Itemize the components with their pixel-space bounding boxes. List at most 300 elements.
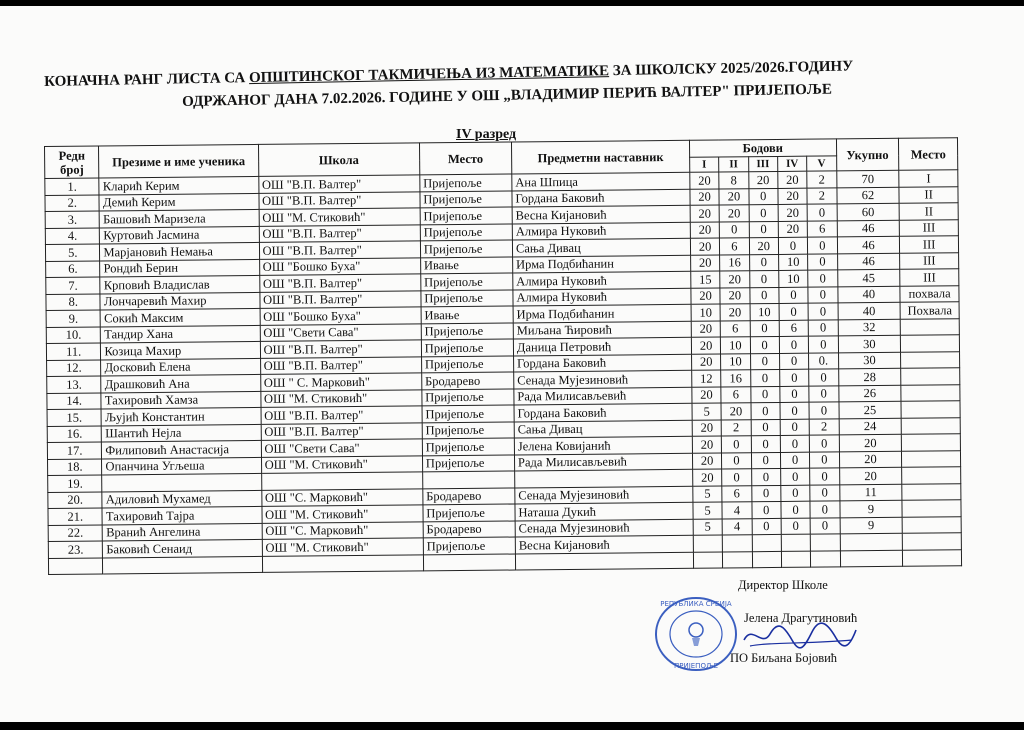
rank-cell: 2. xyxy=(45,194,100,211)
po-name: ПО Биљана Бојовић xyxy=(730,651,838,665)
school-cell: ОШ "Свети Сава" xyxy=(261,439,422,457)
points-cell-1: 20 xyxy=(693,469,722,486)
teacher-cell: Сенада Мујезиновић xyxy=(515,486,693,504)
school-cell: ОШ "Бошко Буха" xyxy=(259,257,420,275)
total-cell: 70 xyxy=(836,170,899,187)
points-cell-2: 4 xyxy=(722,502,751,519)
director-label: Директор Школе xyxy=(738,578,828,592)
points-cell-3: 20 xyxy=(748,171,777,188)
name-cell: Досковић Елена xyxy=(101,358,260,376)
points-cell-5: 0 xyxy=(810,501,840,518)
school-cell: ОШ "В.П. Валтер" xyxy=(258,175,419,193)
total-cell: 9 xyxy=(840,517,903,534)
school-cell: ОШ "В.П. Валтер" xyxy=(259,290,420,308)
name-cell: Башовић Маризела xyxy=(100,209,259,227)
points-cell-3: 0 xyxy=(751,485,780,502)
position-cell xyxy=(902,467,961,484)
points-cell-5: 0 xyxy=(808,319,838,336)
points-cell-2: 10 xyxy=(721,353,750,370)
teacher-cell: Гордана Баковић xyxy=(513,354,691,372)
points-cell-5: 0 xyxy=(808,286,838,303)
rank-cell: 21. xyxy=(48,508,103,525)
points-cell-4: 20 xyxy=(778,204,807,221)
points-cell-4: 0 xyxy=(781,501,810,518)
place-cell: Пријепоље xyxy=(421,356,513,373)
points-cell-1: 20 xyxy=(692,436,721,453)
points-cell-3: 0 xyxy=(750,320,779,337)
total-cell: 9 xyxy=(839,500,902,517)
ranking-table-wrap xyxy=(44,137,962,575)
total-cell: 25 xyxy=(839,401,902,418)
points-cell-4: 0 xyxy=(779,336,808,353)
name-cell: Вранић Ангелина xyxy=(103,523,262,541)
points-cell-2: 0 xyxy=(722,469,751,486)
name-cell: Тахировић Тајра xyxy=(102,506,261,524)
position-cell xyxy=(902,516,961,533)
total-cell: 62 xyxy=(836,187,899,204)
points-cell-3: 0 xyxy=(748,188,777,205)
points-cell-1: 15 xyxy=(691,271,720,288)
teacher-cell: Сања Дивац xyxy=(512,238,690,256)
name-cell: Тахировић Хамза xyxy=(101,391,260,409)
school-cell: ОШ "М. Стиковић" xyxy=(259,208,420,226)
points-cell-2: 16 xyxy=(720,254,749,271)
points-cell-2: 0 xyxy=(719,221,748,238)
position-cell: II xyxy=(899,186,958,203)
place-cell: Пријепоље xyxy=(420,207,512,224)
teacher-cell: Ана Шпица xyxy=(512,172,690,190)
total-cell: 26 xyxy=(838,385,901,402)
points-cell-2: 0 xyxy=(722,452,751,469)
school-cell: ОШ "В.П. Валтер" xyxy=(259,191,420,209)
teacher-cell: Даница Петровић xyxy=(513,337,691,355)
points-cell-4: 0 xyxy=(780,386,809,403)
empty-cell xyxy=(811,550,841,567)
points-cell-2: 20 xyxy=(719,188,748,205)
total-cell: 46 xyxy=(837,236,900,253)
position-cell xyxy=(901,351,960,368)
title-suffix: ЗА ШКОЛСКУ 2025/2026.ГОДИНУ xyxy=(608,58,854,80)
rank-cell: 10. xyxy=(46,326,101,343)
points-cell-2: 16 xyxy=(721,370,750,387)
title-line-2: ОДРЖАНОГ ДАНА 7.02.2026. ГОДИНЕ У ОШ „ВЛАДИМИР ПЕРИЋ ВАЛТЕР" ПРИЈЕПОЉЕ xyxy=(182,81,833,110)
position-cell: Похвала xyxy=(900,302,959,319)
name-cell: Лончаревић Махир xyxy=(100,292,259,310)
position-cell xyxy=(902,450,961,467)
rank-cell: 3. xyxy=(45,211,100,228)
school-cell: ОШ "С. Марковић" xyxy=(261,488,422,506)
school-cell: ОШ "В.П. Валтер" xyxy=(259,224,420,242)
empty-cell xyxy=(262,554,423,572)
place-cell: Бродарево xyxy=(423,487,515,504)
rank-cell: 11. xyxy=(46,343,101,360)
points-cell-2: 20 xyxy=(719,205,748,222)
points-cell-5: 0 xyxy=(809,402,839,419)
place-cell xyxy=(422,471,514,488)
school-cell: ОШ "В.П. Валтер" xyxy=(260,356,421,374)
position-cell xyxy=(901,384,960,401)
points-cell-4: 0 xyxy=(780,452,809,469)
points-cell-4: 20 xyxy=(778,188,807,205)
teacher-cell: Весна Кијановић xyxy=(515,535,693,553)
points-cell-3: 0 xyxy=(749,221,778,238)
school-cell: ОШ "М. Стиковић" xyxy=(261,455,422,473)
position-cell: II xyxy=(899,203,958,220)
points-cell-2: 8 xyxy=(719,172,748,189)
teacher-cell: Наташа Дукић xyxy=(515,502,693,520)
name-cell: Опанчина Угљеша xyxy=(102,457,261,475)
points-cell-4: 0 xyxy=(781,518,810,535)
points-cell-5: 0 xyxy=(808,270,838,287)
teacher-cell: Весна Кијановић xyxy=(512,205,690,223)
points-cell-5: 0 xyxy=(807,204,837,221)
position-cell: III xyxy=(900,269,959,286)
position-cell xyxy=(902,483,961,500)
points-cell-5: 0 xyxy=(810,451,840,468)
points-cell-5: 0 xyxy=(808,253,838,270)
total-cell: 60 xyxy=(837,203,900,220)
place-cell: Пријепоље xyxy=(422,405,514,422)
name-cell: Сокић Максим xyxy=(101,308,260,326)
points-cell-5: 0. xyxy=(809,352,839,369)
points-cell-4: 0 xyxy=(778,237,807,254)
place-cell: Пријепоље xyxy=(420,174,512,191)
empty-cell xyxy=(515,552,693,570)
total-cell: 30 xyxy=(838,352,901,369)
stamp-text-top: РЕПУБЛИКА СРБИЈА xyxy=(660,600,732,608)
rank-cell: 6. xyxy=(46,260,101,277)
header-rank: Редн број xyxy=(45,146,100,179)
points-cell-1: 20 xyxy=(692,420,721,437)
points-cell-3 xyxy=(752,534,781,551)
school-cell: ОШ "В.П. Валтер" xyxy=(261,422,422,440)
teacher-cell: Гордана Баковић xyxy=(514,403,692,421)
points-cell-1: 10 xyxy=(691,304,720,321)
points-cell-2: 20 xyxy=(721,403,750,420)
total-cell: 20 xyxy=(839,467,902,484)
points-cell-3: 0 xyxy=(751,468,780,485)
place-cell: Пријепоље xyxy=(423,537,515,554)
handwritten-signature xyxy=(740,618,860,654)
total-cell: 20 xyxy=(839,451,902,468)
rank-cell: 7. xyxy=(46,277,101,294)
total-cell: 28 xyxy=(838,368,901,385)
position-cell xyxy=(901,335,960,352)
name-cell: Драшковић Ана xyxy=(101,374,260,392)
position-cell: III xyxy=(900,219,959,236)
total-cell: 30 xyxy=(838,335,901,352)
rank-cell: 20. xyxy=(48,491,103,508)
ranking-table-body xyxy=(45,170,962,575)
place-cell: Бродарево xyxy=(422,372,514,389)
rank-cell: 22. xyxy=(48,524,103,541)
points-cell-4: 6 xyxy=(779,320,808,337)
points-cell-2: 10 xyxy=(721,337,750,354)
points-cell-1: 20 xyxy=(691,288,720,305)
total-cell: 46 xyxy=(837,220,900,237)
points-cell-2: 20 xyxy=(720,287,749,304)
name-cell: Кларић Керим xyxy=(99,176,258,194)
position-cell: I xyxy=(899,170,958,187)
school-cell: ОШ "М. Стиковић" xyxy=(260,389,421,407)
position-cell xyxy=(903,533,962,550)
place-cell: Пријепоље xyxy=(422,389,514,406)
rank-cell: 12. xyxy=(47,359,102,376)
name-cell: Филиповић Анастасија xyxy=(102,440,261,458)
points-cell-1: 20 xyxy=(690,205,719,222)
place-cell: Пријепоље xyxy=(420,240,512,257)
points-cell-5: 2 xyxy=(807,187,837,204)
points-cell-2: 4 xyxy=(722,518,751,535)
points-cell-1 xyxy=(693,535,722,552)
points-cell-3: 0 xyxy=(751,435,780,452)
place-cell: Ивање xyxy=(421,306,513,323)
header-p3: III xyxy=(748,156,777,171)
name-cell: Рондић Берин xyxy=(100,259,259,277)
points-cell-1: 20 xyxy=(691,321,720,338)
total-cell: 40 xyxy=(837,286,900,303)
points-cell-5 xyxy=(810,534,840,551)
teacher-cell: Рада Милисављевић xyxy=(514,453,692,471)
header-name: Презиме и име ученика xyxy=(99,144,258,178)
position-cell xyxy=(901,401,960,418)
place-cell: Пријепоље xyxy=(420,224,512,241)
points-cell-4: 0 xyxy=(780,402,809,419)
header-p2: II xyxy=(719,157,748,172)
name-cell: Демић Керим xyxy=(99,193,258,211)
place-cell: Пријепоље xyxy=(422,438,514,455)
place-cell: Ивање xyxy=(420,257,512,274)
total-cell: 24 xyxy=(839,418,902,435)
place-cell: Пријепоље xyxy=(421,323,513,340)
teacher-cell: Сенада Мујезиновић xyxy=(515,519,693,537)
empty-cell xyxy=(103,556,262,574)
total-cell: 20 xyxy=(839,434,902,451)
points-cell-4: 0 xyxy=(780,468,809,485)
points-cell-1: 12 xyxy=(692,370,721,387)
position-cell: III xyxy=(900,236,959,253)
empty-cell xyxy=(840,550,903,567)
title-prefix: КОНАЧНА РАНГ ЛИСТА СА xyxy=(44,70,250,90)
place-cell: Пријепоље xyxy=(422,422,514,439)
empty-cell xyxy=(781,551,810,568)
points-cell-5: 0 xyxy=(809,435,839,452)
rank-cell: 14. xyxy=(47,392,102,409)
points-cell-1: 5 xyxy=(693,486,722,503)
position-cell: похвала xyxy=(900,285,959,302)
rank-cell: 5. xyxy=(45,244,100,261)
points-cell-4: 0 xyxy=(780,435,809,452)
points-cell-1: 20 xyxy=(692,453,721,470)
header-p5: V xyxy=(807,156,836,171)
points-cell-2: 20 xyxy=(720,304,749,321)
school-cell: ОШ "Свети Сава" xyxy=(260,323,421,341)
school-cell: ОШ "В.П. Валтер" xyxy=(259,274,420,292)
header-p4: IV xyxy=(777,156,806,171)
teacher-cell: Јелена Ковијанић xyxy=(514,436,692,454)
points-cell-1: 5 xyxy=(693,519,722,536)
header-p1: I xyxy=(690,157,719,172)
place-cell: Пријепоље xyxy=(420,191,512,208)
name-cell: Марјановић Немања xyxy=(100,242,259,260)
empty-cell xyxy=(423,553,515,570)
rank-cell: 9. xyxy=(46,310,101,327)
teacher-cell: Ирма Подбићанин xyxy=(513,255,691,273)
points-cell-2: 6 xyxy=(721,386,750,403)
header-school: Школа xyxy=(258,143,420,177)
name-cell: Баковић Сенаид xyxy=(103,539,262,557)
points-cell-1: 5 xyxy=(693,502,722,519)
place-cell: Пријепоље xyxy=(421,290,513,307)
points-cell-3: 0 xyxy=(750,336,779,353)
points-cell-1: 5 xyxy=(692,403,721,420)
teacher-cell: Ирма Подбићанин xyxy=(513,304,691,322)
teacher-cell: Рада Милисављевић xyxy=(514,387,692,405)
points-cell-1: 20 xyxy=(690,238,719,255)
points-cell-3: 0 xyxy=(752,518,781,535)
points-cell-4: 0 xyxy=(779,303,808,320)
position-cell xyxy=(902,434,961,451)
points-cell-5: 0 xyxy=(809,369,839,386)
points-cell-3: 20 xyxy=(749,237,778,254)
header-teacher: Предметни наставник xyxy=(511,140,689,174)
rank-cell: 15. xyxy=(47,409,102,426)
points-cell-1: 20 xyxy=(692,387,721,404)
director-name: Јелена Драгутиновић xyxy=(744,611,858,625)
points-cell-4: 0 xyxy=(780,419,809,436)
position-cell xyxy=(901,318,960,335)
points-cell-5: 0 xyxy=(808,237,838,254)
total-cell: 45 xyxy=(837,269,900,286)
position-cell xyxy=(901,417,960,434)
name-cell: Љујић Константин xyxy=(101,407,260,425)
empty-cell xyxy=(903,549,962,566)
title-underlined: ОПШТИНСКОГ ТАКМИЧЕЊА ИЗ МАТЕМАТИКЕ xyxy=(248,63,610,87)
teacher-cell: Гордана Баковић xyxy=(512,189,690,207)
points-cell-2: 0 xyxy=(722,436,751,453)
stamp-text-bottom: ПРИЈЕПОЉЕ xyxy=(673,662,719,670)
place-cell: Пријепоље xyxy=(423,504,515,521)
position-cell: III xyxy=(900,252,959,269)
points-cell-3: 0 xyxy=(750,369,779,386)
total-cell: 40 xyxy=(838,302,901,319)
position-cell xyxy=(902,500,961,517)
points-cell-3: 10 xyxy=(750,303,779,320)
place-cell: Пријепоље xyxy=(422,454,514,471)
points-cell-4: 0 xyxy=(781,485,810,502)
points-cell-2 xyxy=(722,535,751,552)
points-cell-5: 0 xyxy=(808,303,838,320)
school-cell: ОШ "Бошко Буха" xyxy=(260,307,421,325)
points-cell-5: 0 xyxy=(810,468,840,485)
points-cell-3: 0 xyxy=(749,270,778,287)
school-cell: ОШ "В.П. Валтер" xyxy=(260,340,421,358)
rank-cell: 8. xyxy=(46,293,101,310)
header-points: Бодови xyxy=(689,139,836,157)
points-cell-1: 20 xyxy=(690,172,719,189)
points-cell-4: 20 xyxy=(778,221,807,238)
points-cell-2: 6 xyxy=(722,485,751,502)
points-cell-3: 0 xyxy=(750,353,779,370)
school-cell: ОШ "С. Марковић" xyxy=(262,521,423,539)
name-cell: Козица Махир xyxy=(101,341,260,359)
points-cell-2: 20 xyxy=(720,271,749,288)
name-cell: Крповић Владислав xyxy=(100,275,259,293)
points-cell-1: 20 xyxy=(691,337,720,354)
points-cell-3: 0 xyxy=(749,287,778,304)
teacher-cell: Алмира Нуковић xyxy=(512,222,690,240)
place-cell: Пријепоље xyxy=(421,273,513,290)
points-cell-2: 2 xyxy=(721,419,750,436)
empty-cell xyxy=(723,551,752,568)
header-place: Место xyxy=(419,142,511,175)
points-cell-4: 0 xyxy=(779,287,808,304)
header-position: Место xyxy=(899,138,958,171)
position-cell xyxy=(901,368,960,385)
school-cell: ОШ "В.П. Валтер" xyxy=(259,241,420,259)
points-cell-1: 20 xyxy=(690,189,719,206)
teacher-cell: Алмира Нуковић xyxy=(513,271,691,289)
place-cell: Пријепоље xyxy=(421,339,513,356)
place-cell: Бродарево xyxy=(423,520,515,537)
empty-cell xyxy=(752,551,781,568)
points-cell-2: 6 xyxy=(720,238,749,255)
rank-cell: 23. xyxy=(48,541,103,558)
empty-cell xyxy=(693,552,722,569)
name-cell: Тандир Хана xyxy=(101,325,260,343)
points-cell-5: 2 xyxy=(809,418,839,435)
rank-cell: 1. xyxy=(45,178,100,195)
points-cell-3: 0 xyxy=(749,254,778,271)
points-cell-5: 0 xyxy=(809,385,839,402)
teacher-cell: Сенада Мујезиновић xyxy=(514,370,692,388)
total-cell: 46 xyxy=(837,253,900,270)
rank-cell: 13. xyxy=(47,376,102,393)
points-cell-4: 0 xyxy=(779,353,808,370)
document-page xyxy=(0,6,1024,722)
grade-label: IV разред xyxy=(456,127,517,142)
rank-cell: 18. xyxy=(48,458,103,475)
school-cell: ОШ " С. Марковић" xyxy=(260,373,421,391)
rank-cell: 4. xyxy=(45,227,100,244)
rank-cell: 17. xyxy=(47,442,102,459)
name-cell xyxy=(102,473,261,491)
points-cell-5: 6 xyxy=(807,220,837,237)
school-stamp xyxy=(652,594,740,674)
points-cell-4: 0 xyxy=(780,369,809,386)
points-cell-4: 10 xyxy=(778,254,807,271)
points-cell-4 xyxy=(781,534,810,551)
points-cell-4: 10 xyxy=(779,270,808,287)
name-cell: Шантић Нејла xyxy=(102,424,261,442)
school-cell xyxy=(261,472,422,490)
rank-cell: 19. xyxy=(48,475,103,492)
school-cell: ОШ "М. Стиковић" xyxy=(262,505,423,523)
teacher-cell xyxy=(515,469,693,487)
empty-cell xyxy=(48,557,103,574)
school-cell: ОШ "В.П. Валтер" xyxy=(261,406,422,424)
points-cell-1: 20 xyxy=(690,255,719,272)
school-cell: ОШ "М. Стиковић" xyxy=(262,538,423,556)
points-cell-3: 0 xyxy=(750,386,779,403)
points-cell-3: 0 xyxy=(751,501,780,518)
ranking-table xyxy=(44,137,962,575)
points-cell-5: 2 xyxy=(807,171,837,188)
points-cell-5: 0 xyxy=(809,336,839,353)
total-cell: 11 xyxy=(839,484,902,501)
points-cell-3: 0 xyxy=(751,419,780,436)
points-cell-3: 0 xyxy=(749,204,778,221)
